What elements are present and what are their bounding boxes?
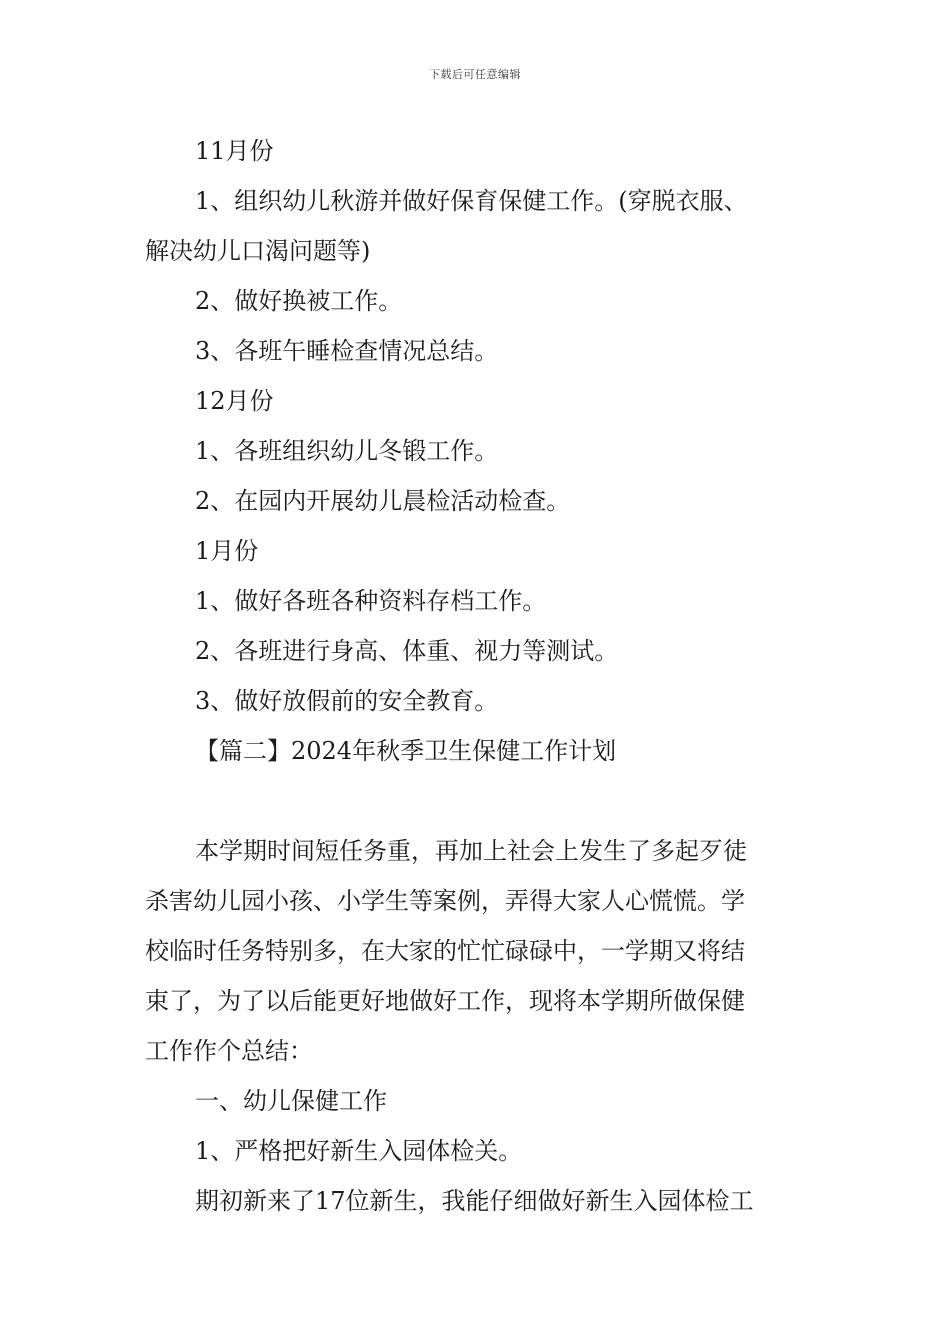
summary-paragraph-line-5: 工作作个总结：	[145, 1037, 313, 1065]
section-heading-child-health: 一、幼儿保健工作	[195, 1087, 387, 1115]
january-item-1: 1、做好各班各种资料存档工作。	[195, 587, 547, 615]
summary-paragraph-line-2: 杀害幼儿园小孩、小学生等案例，弄得大家人心慌慌。学	[145, 887, 745, 915]
document-body	[145, 126, 810, 1226]
december-item-2: 2、在园内开展幼儿晨检活动检查。	[195, 487, 571, 515]
november-item-1-line-2: 解决幼儿口渴问题等)	[145, 237, 371, 265]
month-heading-january: 1月份	[195, 537, 259, 565]
month-heading-december: 12月份	[195, 387, 274, 415]
blank-line	[145, 776, 810, 826]
summary-paragraph-line-3: 校临时任务特别多，在大家的忙忙碌碌中，一学期又将结	[145, 937, 745, 965]
november-item-1-line-1: 1、组织幼儿秋游并做好保育保健工作。(穿脱衣服、	[195, 187, 748, 215]
section-item-1: 1、严格把好新生入园体检关。	[195, 1137, 523, 1165]
section-item-1-paragraph: 期初新来了17位新生，我能仔细做好新生入园体检工	[195, 1187, 754, 1215]
summary-paragraph-line-1: 本学期时间短任务重，再加上社会上发生了多起歹徒	[195, 837, 747, 865]
november-item-2: 2、做好换被工作。	[195, 287, 403, 315]
part-two-title: 【篇二】2024年秋季卫生保健工作计划	[195, 737, 617, 765]
summary-paragraph-line-4: 束了，为了以后能更好地做好工作，现将本学期所做保健	[145, 987, 745, 1015]
december-item-1: 1、各班组织幼儿冬锻工作。	[195, 437, 499, 465]
january-item-2: 2、各班进行身高、体重、视力等测试。	[195, 637, 619, 665]
month-heading-november: 11月份	[195, 137, 274, 165]
january-item-3: 3、做好放假前的安全教育。	[195, 687, 499, 715]
november-item-3: 3、各班午睡检查情况总结。	[195, 337, 499, 365]
page-header-note: 下载后可任意编辑	[429, 68, 521, 81]
